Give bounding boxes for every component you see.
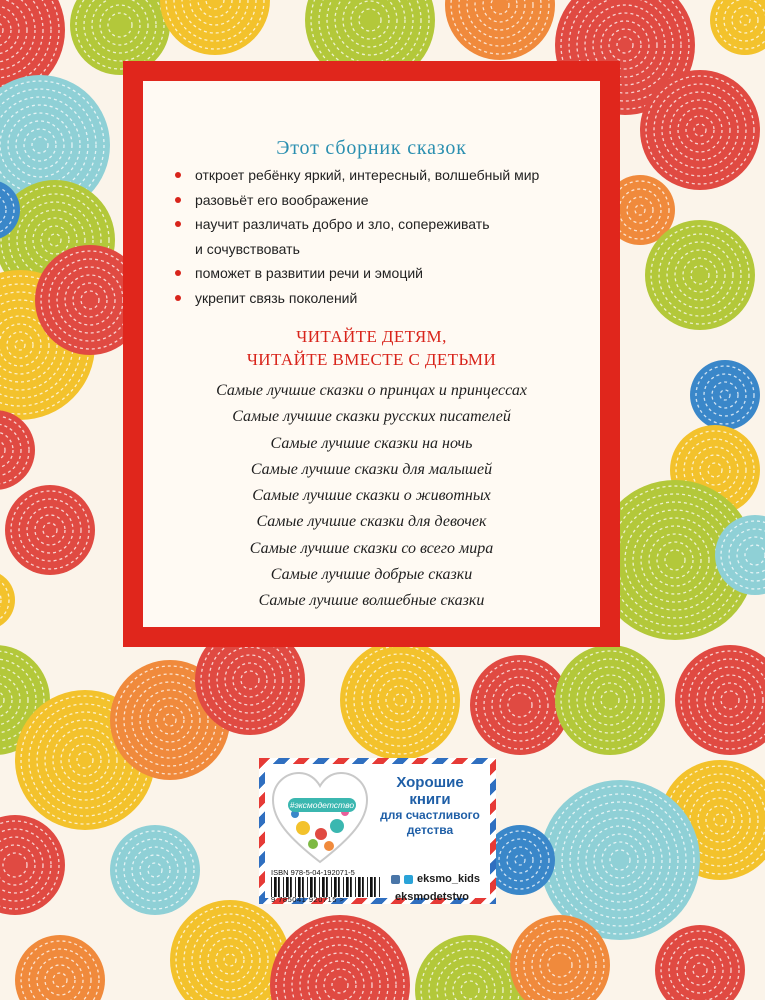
benefit-item [173, 188, 593, 213]
benefit-text: и сочувствовать [195, 240, 300, 257]
barcode-bar [298, 877, 301, 897]
polka-dot [415, 935, 525, 1000]
promo-line-1: ЧИТАЙТЕ ДЕТЯМ, [296, 327, 447, 346]
barcode-number: 9 785041 920715 > [271, 895, 345, 904]
benefit-text: откроет ребёнку яркий, интересный, волшебный мир [195, 167, 540, 183]
barcode-bar [274, 877, 277, 897]
series-title: Самые лучшие сказки со всего мира [249, 539, 494, 557]
polka-dot [555, 645, 665, 755]
barcode-bar [290, 877, 292, 897]
polka-dot [645, 220, 755, 330]
collection-heading: Этот сборник сказок [276, 137, 467, 159]
series-title: Самые лучшие добрые сказки [270, 566, 473, 584]
barcode-bar [346, 877, 349, 897]
promo-heading [143, 325, 600, 371]
series-titles-list [143, 378, 600, 615]
benefits-list [173, 163, 593, 310]
series-title: Самые лучшие сказки на ночь [270, 434, 473, 452]
polka-dot [15, 935, 105, 1000]
benefit-text: научит различать добро и зло, сопереживать [195, 216, 490, 232]
series-title: Самые лучшие сказки о принцах и принцессах [216, 382, 527, 399]
benefit-text: укрепит связь поколений [195, 289, 358, 306]
bullet-dot [175, 270, 181, 276]
bullet-dot [175, 221, 181, 227]
bullet-dot [175, 197, 181, 203]
hashtag-label: #эксмодетство [289, 800, 355, 810]
barcode-bar [370, 877, 373, 897]
vk-icon [391, 875, 400, 884]
benefit-text: разовьёт его воображение [195, 191, 369, 208]
barcode-bar [367, 877, 368, 897]
barcode-bar [334, 877, 337, 897]
slogan-line-3: для счастливого [380, 808, 480, 822]
bullet-dot [175, 172, 181, 178]
benefit-continuation [173, 237, 593, 262]
social-links [391, 872, 480, 886]
barcode-bar [307, 877, 308, 897]
barcode-bar [379, 877, 380, 897]
barcode-bar [295, 877, 296, 897]
series-title: Самые лучшие сказки для малышей [250, 460, 493, 478]
polka-dot [690, 360, 760, 430]
series-title: Самые лучшие сказки русских писателей [232, 408, 511, 426]
barcode-bar [326, 877, 328, 897]
barcode [271, 877, 383, 897]
barcode-bar [343, 877, 344, 897]
benefit-item [173, 212, 593, 237]
isbn: ISBN 978-5-04-192071-5 [271, 868, 355, 877]
barcode-bar [322, 877, 325, 897]
social-handle: eksmo_kids [417, 873, 480, 885]
website-handle: eksmodetstvo [395, 891, 469, 903]
heart-icon [269, 768, 371, 866]
barcode-bar [310, 877, 313, 897]
slogan-line-2: книги [409, 791, 451, 808]
barcode-bar [350, 877, 352, 897]
publisher-sticker [259, 758, 496, 904]
slogan-line-1: Хорошие [396, 774, 464, 791]
polka-dot [445, 0, 555, 60]
telegram-icon [404, 875, 413, 884]
slogan-line-4: детства [406, 823, 454, 837]
barcode-bar [314, 877, 316, 897]
barcode-bar [362, 877, 364, 897]
barcode-bar [355, 877, 356, 897]
barcode-bar [286, 877, 289, 897]
barcode-bar [271, 877, 272, 897]
polka-dot [470, 655, 570, 755]
barcode-bar [374, 877, 376, 897]
barcode-bar [278, 877, 280, 897]
series-title: Самые лучшие сказки для девочек [256, 513, 487, 531]
barcode-bar [319, 877, 320, 897]
barcode-bar [358, 877, 361, 897]
series-title: Самые лучшие волшебные сказки [258, 592, 485, 610]
polka-dot [160, 0, 270, 55]
heart-logo [269, 768, 371, 866]
bullet-dot [175, 295, 181, 301]
polka-dot [0, 570, 15, 630]
barcode-bar [302, 877, 304, 897]
benefit-item [173, 261, 593, 286]
series-title: Самые лучшие сказки о животных [252, 487, 491, 505]
benefit-item [173, 286, 593, 311]
slogan [376, 774, 484, 838]
text-panel [143, 81, 600, 627]
social-row [391, 872, 480, 886]
barcode-bar [331, 877, 332, 897]
polka-dot [640, 70, 760, 190]
promo-line-2: ЧИТАЙТЕ ВМЕСТЕ С ДЕТЬМИ [246, 350, 497, 369]
barcode-bar [338, 877, 340, 897]
benefit-item [173, 163, 593, 188]
barcode-bar [283, 877, 284, 897]
polka-dot [340, 640, 460, 760]
red-frame [123, 61, 620, 647]
benefit-text: поможет в развитии речи и эмоций [195, 265, 424, 281]
